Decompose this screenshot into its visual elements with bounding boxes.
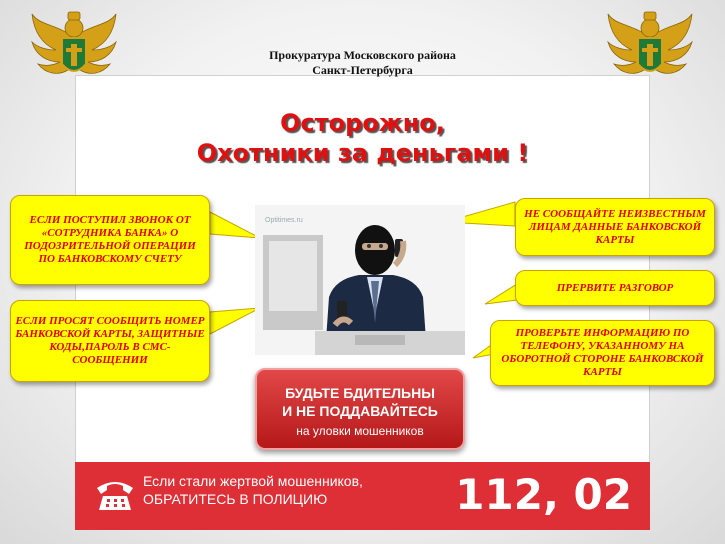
- scammer-illustration: [255, 205, 465, 355]
- page-title: [150, 108, 575, 168]
- organization-city: Санкт-Петербурга: [312, 63, 413, 77]
- scammer-figure-icon: [255, 205, 465, 355]
- organization-name: Прокуратура Московского района: [269, 48, 456, 62]
- banner-line1: БУДЬТЕ БДИТЕЛЬНЫ: [285, 385, 435, 401]
- warning-bubble-bank-call: ЕСЛИ ПОСТУПИЛ ЗВОНОК ОТ «СОТРУДНИКА БАНКА» О ПОДОЗРИТЕЛЬНОЙ ОПЕРАЦИИ ПО БАНКОВСКОМУ СЧЕТУ: [10, 195, 210, 285]
- vigilance-banner: [255, 368, 465, 450]
- footer-line1: Если стали жертвой мошенников,: [143, 473, 363, 489]
- footer-text: [143, 472, 363, 508]
- prosecutor-emblem-icon: [604, 4, 696, 94]
- emergency-numbers: 112, 02: [455, 470, 632, 519]
- banner-line3: на уловки мошенников: [296, 424, 424, 438]
- police-contact-footer: [75, 462, 650, 530]
- photo-watermark: Optitimes.ru: [265, 217, 303, 224]
- phone-icon: [93, 474, 137, 514]
- advice-bubble-verify: ПРОВЕРЬТЕ ИНФОРМАЦИЮ ПО ТЕЛЕФОНУ, УКАЗАННОМУ НА ОБОРОТНОЙ СТОРОНЕ БАНКОВСКОЙ КАРТЫ: [490, 320, 715, 386]
- advice-bubble-end-call: ПРЕРВИТЕ РАЗГОВОР: [515, 270, 715, 306]
- organization-header: [200, 48, 525, 78]
- headline-line1: Осторожно,: [280, 109, 445, 137]
- prosecutor-emblem-icon: [28, 4, 120, 94]
- warning-bubble-card-data: ЕСЛИ ПРОСЯТ СООБЩИТЬ НОМЕР БАНКОВСКОЙ КАРТЫ, ЗАЩИТНЫЕ КОДЫ,ПАРОЛЬ В СМС-СООБЩЕНИИ: [10, 300, 210, 382]
- headline-line2: Охотники за деньгами !: [196, 139, 529, 167]
- advice-bubble-do-not-share: НЕ СООБЩАЙТЕ НЕИЗВЕСТНЫМ ЛИЦАМ ДАННЫЕ БАНКОВСКОЙ КАРТЫ: [515, 198, 715, 256]
- banner-line2: И НЕ ПОДДАВАЙТЕСЬ: [282, 403, 438, 419]
- footer-line2: ОБРАТИТЕСЬ В ПОЛИЦИЮ: [143, 491, 328, 507]
